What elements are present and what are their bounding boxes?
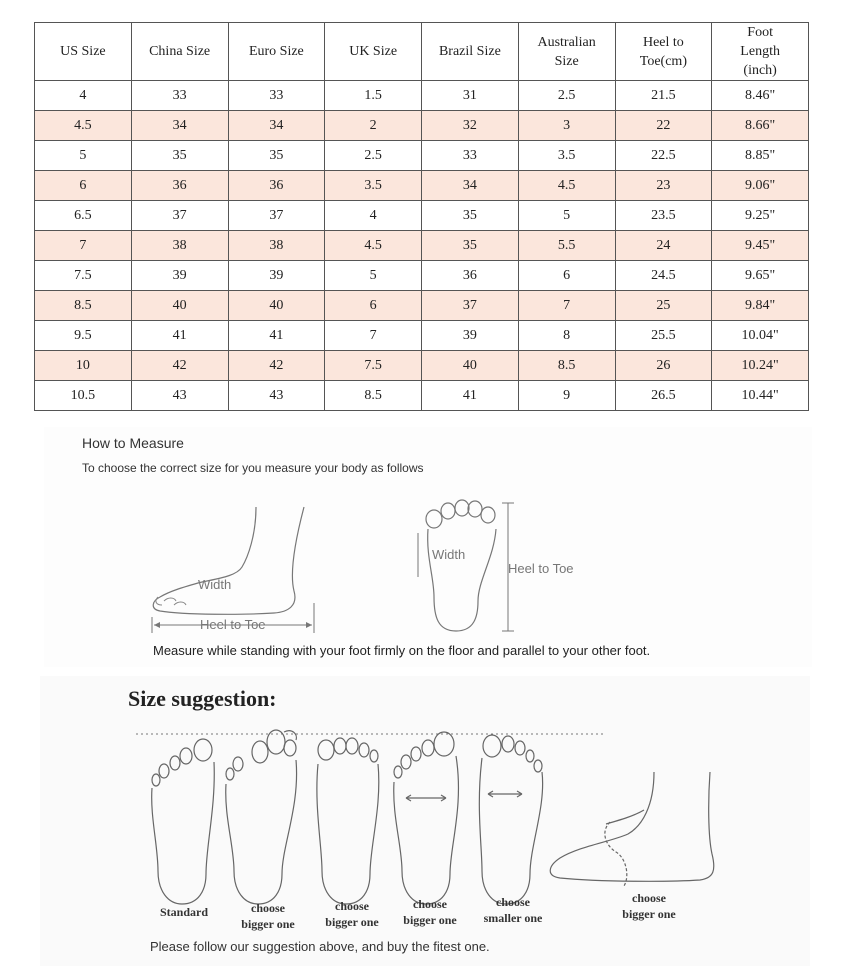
- caption-line2: bigger one: [241, 917, 295, 931]
- caption-line1: choose: [496, 895, 530, 909]
- table-row: [35, 381, 809, 411]
- table-body: [35, 81, 809, 411]
- caption-wide: [390, 896, 470, 928]
- table-cell: 24.5: [615, 261, 712, 291]
- foot-wide-icon: [394, 732, 459, 904]
- foot-greek-toe-icon: [226, 730, 297, 904]
- table-row: [35, 201, 809, 231]
- table-cell: 41: [131, 321, 228, 351]
- side-length-label: Heel to Toe: [200, 617, 266, 632]
- table-cell: 43: [131, 381, 228, 411]
- table-cell: 26.5: [615, 381, 712, 411]
- table-cell: 5: [325, 261, 422, 291]
- table-cell: 33: [228, 81, 325, 111]
- table-cell: 38: [228, 231, 325, 261]
- table-cell: 4: [35, 81, 132, 111]
- foot-high-instep-icon: [550, 772, 714, 886]
- table-cell: 3.5: [325, 171, 422, 201]
- table-cell: 42: [228, 351, 325, 381]
- header-china-size: China Size: [131, 23, 228, 81]
- caption-high-instep: [606, 890, 692, 922]
- table-cell: 40: [422, 351, 519, 381]
- table-cell: 36: [131, 171, 228, 201]
- table-cell: 10: [35, 351, 132, 381]
- table-cell: 41: [228, 321, 325, 351]
- table-cell: 9.06": [712, 171, 809, 201]
- table-cell: 10.44": [712, 381, 809, 411]
- table-cell: 4: [325, 201, 422, 231]
- table-cell: 8.66": [712, 111, 809, 141]
- table-cell: 37: [131, 201, 228, 231]
- measure-title: How to Measure: [82, 435, 184, 451]
- table-cell: 7.5: [35, 261, 132, 291]
- caption-line2: bigger one: [622, 907, 676, 921]
- table-cell: 8: [518, 321, 615, 351]
- table-cell: 26: [615, 351, 712, 381]
- table-header-row: [35, 23, 809, 81]
- table-cell: 6.5: [35, 201, 132, 231]
- table-cell: 8.85": [712, 141, 809, 171]
- how-to-measure-section: [44, 427, 812, 667]
- table-cell: 4.5: [518, 171, 615, 201]
- table-cell: 9.84": [712, 291, 809, 321]
- table-cell: 1.5: [325, 81, 422, 111]
- table-cell: 2.5: [325, 141, 422, 171]
- table-row: [35, 291, 809, 321]
- table-cell: 32: [422, 111, 519, 141]
- table-cell: 39: [422, 321, 519, 351]
- table-cell: 40: [228, 291, 325, 321]
- caption-line1: choose: [632, 891, 666, 905]
- table-cell: 8.46": [712, 81, 809, 111]
- foot-standard-icon: [152, 739, 215, 904]
- table-cell: 39: [131, 261, 228, 291]
- table-cell: 23.5: [615, 201, 712, 231]
- table-row: [35, 81, 809, 111]
- table-cell: 6: [325, 291, 422, 321]
- table-row: [35, 351, 809, 381]
- size-suggestion-section: [40, 676, 810, 966]
- table-cell: 5: [518, 201, 615, 231]
- table-cell: 34: [131, 111, 228, 141]
- caption-greek-toe: [228, 900, 308, 932]
- table-cell: 3.5: [518, 141, 615, 171]
- suggestion-title: Size suggestion:: [128, 686, 277, 711]
- table-cell: 4.5: [325, 231, 422, 261]
- table-cell: 23: [615, 171, 712, 201]
- caption-line1: choose: [413, 897, 447, 911]
- table-cell: 38: [131, 231, 228, 261]
- table-row: [35, 171, 809, 201]
- table-cell: 7: [325, 321, 422, 351]
- table-row: [35, 321, 809, 351]
- table-cell: 41: [422, 381, 519, 411]
- table-cell: 7: [35, 231, 132, 261]
- table-cell: 9.65": [712, 261, 809, 291]
- table-cell: 22: [615, 111, 712, 141]
- table-cell: 2.5: [518, 81, 615, 111]
- table-cell: 2: [325, 111, 422, 141]
- table-cell: 7: [518, 291, 615, 321]
- table-row: [35, 261, 809, 291]
- table-cell: 39: [228, 261, 325, 291]
- table-cell: 22.5: [615, 141, 712, 171]
- table-cell: 24: [615, 231, 712, 261]
- table-cell: 9.45": [712, 231, 809, 261]
- top-width-label: Width: [432, 547, 466, 562]
- table-cell: 34: [422, 171, 519, 201]
- table-cell: 37: [228, 201, 325, 231]
- table-cell: 42: [131, 351, 228, 381]
- table-cell: 34: [228, 111, 325, 141]
- table-cell: 8.5: [35, 291, 132, 321]
- caption-line1: Standard: [159, 905, 209, 919]
- table-row: [35, 111, 809, 141]
- size-chart-table: [34, 22, 809, 411]
- caption-line2: smaller one: [483, 911, 543, 925]
- header-heel-to-toe: Heel to Toe(cm): [615, 23, 712, 81]
- top-length-label: Heel to Toe: [508, 561, 574, 576]
- suggestion-footer: Please follow our suggestion above, and buy the fitest one.: [150, 939, 490, 954]
- header-foot-length: Foot Length (inch): [712, 23, 809, 81]
- table-cell: 25.5: [615, 321, 712, 351]
- table-cell: 35: [228, 141, 325, 171]
- table-cell: 5.5: [518, 231, 615, 261]
- foot-narrow-icon: [479, 735, 542, 904]
- table-cell: 8.5: [325, 381, 422, 411]
- table-cell: 6: [35, 171, 132, 201]
- caption-line1: choose: [251, 901, 285, 915]
- table-cell: 9: [518, 381, 615, 411]
- table-cell: 37: [422, 291, 519, 321]
- header-uk-size: UK Size: [325, 23, 422, 81]
- table-cell: 35: [422, 231, 519, 261]
- table-cell: 43: [228, 381, 325, 411]
- table-cell: 31: [422, 81, 519, 111]
- table-cell: 10.24": [712, 351, 809, 381]
- caption-line1: choose: [335, 899, 369, 913]
- table-cell: 21.5: [615, 81, 712, 111]
- table-cell: 36: [422, 261, 519, 291]
- header-euro-size: Euro Size: [228, 23, 325, 81]
- table-cell: 10.04": [712, 321, 809, 351]
- table-cell: 10.5: [35, 381, 132, 411]
- table-row: [35, 231, 809, 261]
- table-cell: 33: [131, 81, 228, 111]
- table-cell: 5: [35, 141, 132, 171]
- table-cell: 9.25": [712, 201, 809, 231]
- table-cell: 35: [422, 201, 519, 231]
- caption-narrow: [470, 894, 556, 926]
- caption-square: [312, 898, 392, 930]
- header-brazil-size: Brazil Size: [422, 23, 519, 81]
- table-cell: 7.5: [325, 351, 422, 381]
- table-cell: 4.5: [35, 111, 132, 141]
- table-cell: 25: [615, 291, 712, 321]
- caption-standard: [144, 904, 224, 920]
- table-cell: 35: [131, 141, 228, 171]
- header-us-size: US Size: [35, 23, 132, 81]
- foot-square-icon: [317, 738, 379, 904]
- table-cell: 3: [518, 111, 615, 141]
- table-cell: 33: [422, 141, 519, 171]
- table-cell: 8.5: [518, 351, 615, 381]
- measure-subtitle: To choose the correct size for you measure your body as follows: [82, 461, 424, 475]
- caption-line2: bigger one: [325, 915, 379, 929]
- table-cell: 6: [518, 261, 615, 291]
- table-cell: 9.5: [35, 321, 132, 351]
- table-cell: 40: [131, 291, 228, 321]
- header-australian-size: Australian Size: [518, 23, 615, 81]
- side-width-label: Width: [198, 577, 232, 592]
- caption-line2: bigger one: [403, 913, 457, 927]
- measure-note: Measure while standing with your foot firmly on the floor and parallel to your other foot.: [153, 643, 651, 658]
- table-cell: 36: [228, 171, 325, 201]
- table-row: [35, 141, 809, 171]
